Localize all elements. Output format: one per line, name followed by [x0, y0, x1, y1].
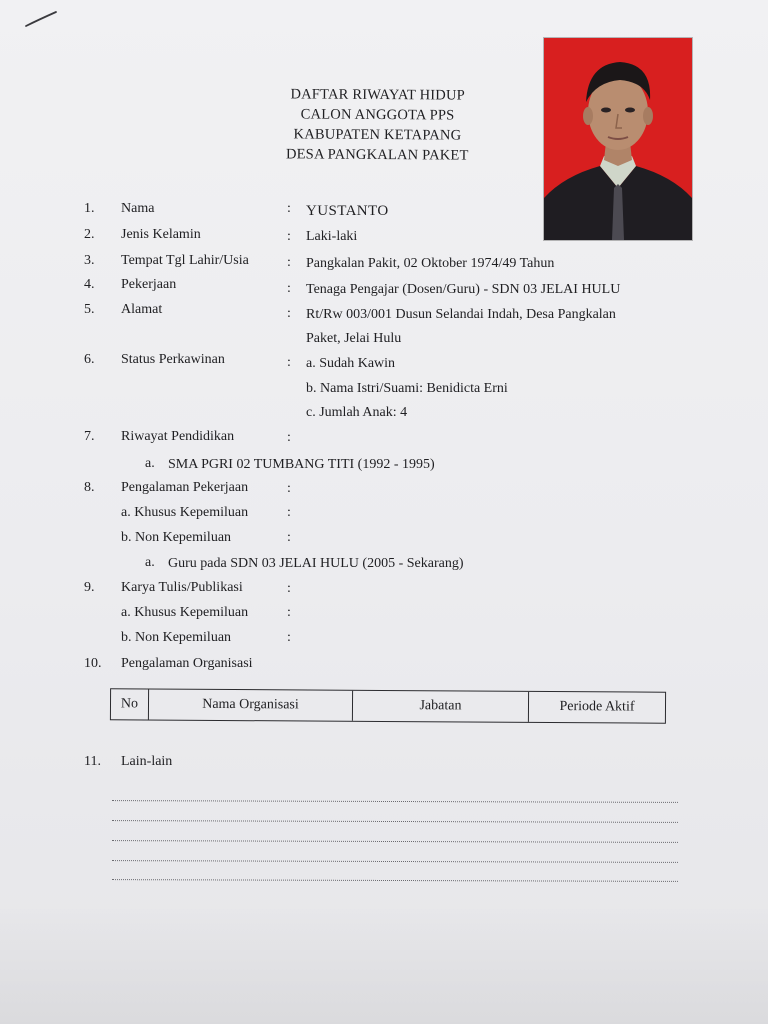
field-number: 4.: [84, 277, 95, 292]
karya-sub-b: b. Non Kepemiluan: [121, 630, 232, 645]
field-number: 8.: [84, 480, 95, 495]
field-colon: :: [287, 355, 291, 370]
table-header-nama-organisasi: Nama Organisasi: [149, 690, 353, 721]
field-label: Status Perkawinan: [121, 352, 225, 367]
field-number: 6.: [84, 352, 95, 367]
table-header-no: No: [111, 689, 149, 719]
title-line-4: DESA PANGKALAN PAKET: [285, 146, 469, 164]
field-colon: :: [287, 255, 291, 270]
karya-sub-a: a. Khusus Kepemiluan: [121, 605, 249, 620]
pengalaman-sub-b: b. Non Kepemiluan: [121, 530, 232, 545]
organisasi-table: [110, 688, 666, 723]
field-colon: :: [287, 581, 291, 596]
field-number: 11.: [84, 754, 101, 769]
field-value: Tenaga Pengajar (Dosen/Guru) - SDN 03 JELAI HULU: [306, 282, 621, 297]
field-label: Tempat Tgl Lahir/Usia: [121, 253, 249, 268]
status-item-b: b. Nama Istri/Suami: Benidicta Erni: [306, 381, 508, 396]
field-colon: :: [287, 430, 291, 445]
field-number: 3.: [84, 253, 95, 268]
title-line-1: DAFTAR RIWAYAT HIDUP: [290, 86, 465, 104]
field-label: Pengalaman Pekerjaan: [121, 480, 249, 495]
field-value: YUSTANTO: [306, 203, 389, 219]
field-colon: :: [287, 306, 291, 321]
field-value: Laki-laki: [306, 229, 358, 244]
status-item-a: a. Sudah Kawin: [306, 356, 396, 371]
field-number: 5.: [84, 302, 95, 317]
pendidikan-item: SMA PGRI 02 TUMBANG TITI (1992 - 1995): [168, 457, 435, 472]
field-colon: :: [287, 281, 291, 296]
karya-sub-b-colon: :: [287, 630, 291, 645]
field-value-line-1: Rt/Rw 003/001 Dusun Selandai Indah, Desa Pangkalan: [306, 307, 616, 322]
field-number: 9.: [84, 580, 95, 595]
field-colon: :: [287, 229, 291, 244]
pengalaman-marker: a.: [145, 555, 155, 570]
field-label: Pekerjaan: [121, 277, 177, 292]
pendidikan-marker: a.: [145, 456, 155, 471]
field-label: Alamat: [121, 302, 163, 317]
table-header-periode-aktif: Periode Aktif: [559, 699, 635, 715]
pengalaman-item: Guru pada SDN 03 JELAI HULU (2005 - Sekarang): [168, 556, 464, 571]
field-label: Nama: [121, 201, 155, 216]
field-value: Pangkalan Pakit, 02 Oktober 1974/49 Tahun: [306, 256, 555, 271]
field-label: Lain-lain: [121, 754, 173, 769]
field-label: Pengalaman Organisasi: [121, 656, 253, 671]
field-number: 2.: [84, 227, 95, 242]
field-colon: :: [287, 481, 291, 496]
field-number: 1.: [84, 201, 95, 216]
title-line-2: CALON ANGGOTA PPS: [300, 106, 455, 124]
field-label: Karya Tulis/Publikasi: [121, 580, 243, 595]
pengalaman-sub-b-colon: :: [287, 530, 291, 545]
field-label: Riwayat Pendidikan: [121, 429, 235, 444]
field-colon: :: [287, 201, 291, 216]
karya-sub-a-colon: :: [287, 605, 291, 620]
pengalaman-sub-a: a. Khusus Kepemiluan: [121, 505, 249, 520]
field-number: 10.: [84, 656, 102, 671]
field-number: 7.: [84, 429, 95, 444]
pengalaman-sub-a-colon: :: [287, 505, 291, 520]
field-label: Jenis Kelamin: [121, 227, 201, 242]
status-item-c: c. Jumlah Anak: 4: [306, 405, 408, 420]
field-value-line-2: Paket, Jelai Hulu: [306, 331, 402, 346]
table-header-jabatan: Jabatan: [353, 691, 529, 722]
title-line-3: KABUPATEN KETAPANG: [293, 126, 462, 144]
